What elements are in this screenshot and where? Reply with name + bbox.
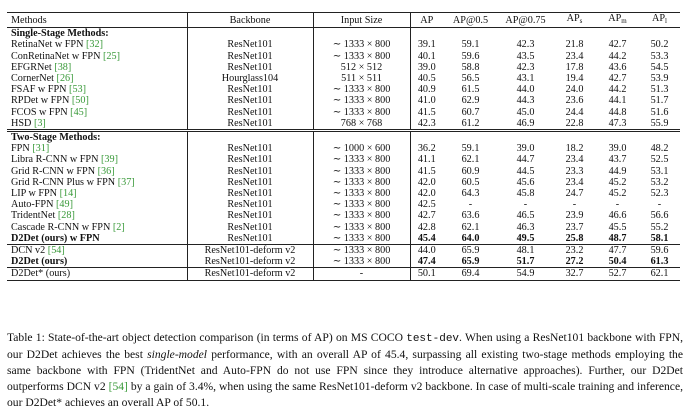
ap50-cell: 56.5 <box>461 73 480 85</box>
ap-cell: 50.1 <box>410 268 443 280</box>
ap50-cell: 62.9 <box>461 95 480 107</box>
apl-cell: 53.9 <box>650 73 669 85</box>
aps-cell: 32.7 <box>553 268 596 280</box>
backbone-cell: ResNet101-deform v2 <box>187 245 313 257</box>
apm-cell: 44.1 <box>608 95 627 107</box>
apl-cell: 55.9 <box>650 117 669 129</box>
header-ap50: AP@0.5 <box>443 13 498 28</box>
table-row <box>7 177 680 188</box>
input-size-cell: ∼ 1333 × 800 <box>313 177 410 188</box>
apl-cell: 53.2 <box>650 176 669 188</box>
apl-cell: 61.3 <box>650 256 669 268</box>
method-name: RetinaNet w FPN [32] <box>7 39 187 50</box>
method-name: FSAF w FPN [53] <box>7 84 187 95</box>
aps-cell: 23.4 <box>565 154 584 166</box>
table-row <box>7 256 680 268</box>
backbone-cell: ResNet101 <box>187 177 313 188</box>
ap-cell: 47.4 <box>417 256 436 268</box>
backbone-cell: ResNet101 <box>187 199 313 210</box>
ap-cell: 39.0 <box>417 61 436 73</box>
aps-cell: 24.0 <box>565 84 584 96</box>
ap75-cell: 43.5 <box>516 50 535 62</box>
aps-cell: 23.4 <box>565 176 584 188</box>
apm-cell: 43.7 <box>608 154 627 166</box>
input-size-cell: ∼ 1333 × 800 <box>313 51 410 62</box>
method-name: Grid R-CNN w FPN [36] <box>7 166 187 177</box>
input-size-cell: ∼ 1333 × 800 <box>313 222 410 233</box>
table-row <box>7 84 680 95</box>
apm-cell: 52.7 <box>596 268 639 280</box>
method-name: ConRetinaNet w FPN [25] <box>7 51 187 62</box>
input-size-cell: ∼ 1333 × 800 <box>313 188 410 199</box>
citation-link[interactable]: [25] <box>102 50 120 62</box>
apm-cell: 45.2 <box>608 176 627 188</box>
method-name: FPN [31] <box>7 143 187 154</box>
backbone-cell: ResNet101 <box>187 166 313 177</box>
backbone-cell: ResNet101 <box>187 107 313 118</box>
input-size-cell: ∼ 1333 × 800 <box>313 154 410 165</box>
input-size-cell: ∼ 1333 × 800 <box>313 84 410 95</box>
ap75-cell: 48.1 <box>498 245 553 257</box>
citation-link[interactable]: [26] <box>56 73 74 85</box>
apm-cell: 47.3 <box>608 117 627 129</box>
apl-cell: 59.6 <box>639 245 680 257</box>
backbone-cell: ResNet101 <box>187 62 313 73</box>
input-size-cell: ∼ 1333 × 800 <box>313 39 410 50</box>
ap75-cell: 44.0 <box>516 84 535 96</box>
ap75-cell: 46.9 <box>516 117 535 129</box>
ap75-cell: 44.7 <box>516 154 535 166</box>
table-row <box>7 154 680 165</box>
apl-cell: 55.2 <box>650 221 669 233</box>
backbone-cell: ResNet101 <box>187 222 313 233</box>
ap75-cell: 44.5 <box>516 165 535 177</box>
apl-cell: 52.3 <box>650 188 669 200</box>
method-name: CornerNet [26] <box>7 73 187 84</box>
backbone-cell: ResNet101 <box>187 39 313 50</box>
input-size-cell: - <box>313 268 410 280</box>
input-size-cell: ∼ 1333 × 800 <box>313 107 410 118</box>
apl-cell: 62.1 <box>639 268 680 280</box>
citation-link[interactable]: [3] <box>33 117 46 129</box>
citation-link[interactable]: [32] <box>86 39 103 51</box>
aps-cell: 17.8 <box>565 61 584 73</box>
table-row <box>7 268 680 280</box>
table-row <box>7 166 680 177</box>
header-ap: AP <box>410 13 443 28</box>
backbone-cell: ResNet101 <box>187 154 313 165</box>
citation-link[interactable]: [36] <box>97 165 115 177</box>
apm-cell: 44.2 <box>608 84 627 96</box>
ap75-cell: 54.9 <box>498 268 553 280</box>
table-row <box>7 62 680 73</box>
citation-link[interactable]: [45] <box>70 106 88 118</box>
method-name: RPDet w FPN [50] <box>7 95 187 106</box>
citation-link[interactable]: [53] <box>69 84 87 96</box>
aps-cell: 24.4 <box>565 106 584 118</box>
apm-cell: 43.6 <box>608 61 627 73</box>
citation-link[interactable]: [28] <box>57 210 75 222</box>
ap50-cell: 60.7 <box>461 106 480 118</box>
table-row <box>7 118 680 131</box>
ap-cell: 36.2 <box>417 143 436 155</box>
table-row <box>7 95 680 106</box>
backbone-cell: Hourglass104 <box>187 73 313 84</box>
input-size-cell: ∼ 1333 × 800 <box>313 233 410 245</box>
backbone-cell: ResNet101-deform v2 <box>187 256 313 268</box>
aps-cell: 22.8 <box>565 117 584 129</box>
ap50-cell: 61.5 <box>461 84 480 96</box>
aps-cell: 24.7 <box>565 188 584 200</box>
ap50-cell: 64.0 <box>461 232 480 244</box>
ap-cell: 40.5 <box>417 73 436 85</box>
aps-cell: 23.7 <box>565 221 584 233</box>
method-name: D2Det (ours) w FPN <box>7 233 187 245</box>
table-row <box>7 199 680 210</box>
input-size-cell: 511 × 511 <box>313 73 410 84</box>
results-table <box>7 12 680 281</box>
ap75-cell: 46.5 <box>516 210 535 222</box>
apl-cell: 58.1 <box>650 232 669 244</box>
ap50-cell: 59.6 <box>461 50 480 62</box>
header-apm: $AP_m$ <box>596 13 639 28</box>
backbone-cell: ResNet101-deform v2 <box>187 268 313 280</box>
apm-cell: - <box>615 199 620 211</box>
method-name: DCN v2 [54] <box>7 245 187 257</box>
method-name: EFGRNet [38] <box>7 62 187 73</box>
ap-cell: 42.7 <box>417 210 436 222</box>
aps-cell: 18.2 <box>565 143 584 155</box>
header-row <box>7 13 680 28</box>
apl-cell: 53.3 <box>650 50 669 62</box>
table-row <box>7 188 680 199</box>
aps-cell: 27.2 <box>565 256 584 268</box>
ap-cell: 41.5 <box>417 106 436 118</box>
method-name: LIP w FPN [14] <box>7 188 187 199</box>
backbone-cell: ResNet101 <box>187 233 313 245</box>
header-aps: $AP_s$ <box>553 13 596 28</box>
aps-cell: 25.8 <box>565 232 584 244</box>
method-name: TridentNet [28] <box>7 210 187 221</box>
ap75-cell: 42.3 <box>516 39 535 51</box>
table-row <box>7 107 680 118</box>
apm-cell: 39.0 <box>608 143 627 155</box>
ap50-cell: 59.1 <box>461 39 480 51</box>
ap50-cell: 62.1 <box>461 221 480 233</box>
apm-cell: 50.4 <box>608 256 627 268</box>
section-single-stage <box>7 28 680 40</box>
apm-cell: 44.8 <box>608 106 627 118</box>
aps-cell: 23.4 <box>565 50 584 62</box>
apl-cell: 56.6 <box>650 210 669 222</box>
apm-cell: 45.5 <box>608 221 627 233</box>
citation-link[interactable]: [49] <box>56 199 73 211</box>
method-name: D2Det (ours) <box>7 256 187 268</box>
input-size-cell: ∼ 1333 × 800 <box>313 166 410 177</box>
ap-cell: 39.1 <box>417 39 436 51</box>
ap50-cell: 60.5 <box>461 176 480 188</box>
ap-cell: 42.5 <box>417 199 436 211</box>
apm-cell: 48.7 <box>608 232 627 244</box>
method-name: FCOS w FPN [45] <box>7 107 187 118</box>
apl-cell: 51.3 <box>650 84 669 96</box>
apl-cell: 51.6 <box>650 106 669 118</box>
apm-cell: 45.2 <box>608 188 627 200</box>
apm-cell: 44.2 <box>608 50 627 62</box>
apl-cell: 48.2 <box>650 143 669 155</box>
table-row <box>7 233 680 245</box>
backbone-cell: ResNet101 <box>187 51 313 62</box>
table-row <box>7 39 680 50</box>
ap50-cell: 62.1 <box>461 154 480 166</box>
ap50-cell: 64.3 <box>461 188 480 200</box>
ap75-cell: 43.1 <box>516 73 535 85</box>
table-body <box>7 28 680 280</box>
table-row <box>7 51 680 62</box>
apl-cell: 54.5 <box>650 61 669 73</box>
apm-cell: 47.7 <box>596 245 639 257</box>
method-name: Cascade R-CNN w FPN [2] <box>7 222 187 233</box>
apl-cell: 51.7 <box>650 95 669 107</box>
header-ap75: AP@0.75 <box>498 13 553 28</box>
method-name: HSD [3] <box>7 118 187 131</box>
citation-link[interactable]: [39] <box>101 154 118 166</box>
apm-cell: 42.7 <box>608 39 627 51</box>
method-name: D2Det* (ours) <box>7 268 187 280</box>
citation-link[interactable]: [38] <box>54 61 72 73</box>
section-two-stage <box>7 131 680 144</box>
input-size-cell: ∼ 1333 × 800 <box>313 95 410 106</box>
section-label: Single-Stage Methods: <box>7 28 187 40</box>
aps-cell: 23.3 <box>565 165 584 177</box>
apl-cell: 50.2 <box>650 39 669 51</box>
ap75-cell: 45.6 <box>516 176 535 188</box>
apl-cell: 52.5 <box>650 154 669 166</box>
ap75-cell: 45.8 <box>516 188 535 200</box>
citation-link[interactable]: [37] <box>117 176 135 188</box>
citation-link[interactable]: [14] <box>59 188 77 200</box>
ap50-cell: 60.9 <box>461 165 480 177</box>
ap75-cell: 46.3 <box>516 221 535 233</box>
table-caption: Table 1: State-of-the-art object detection comparison (in terms of AP) on MS COCO test-dev. When using a ResNet101 backbone with FPN, our D2Det achieves the best single-model performance, with an overall AP of 45.4, surpassing all existing two-stage methods employing the same backbone with FPN (TridentNet and Auto-FPN do not use FPN since they introduce alternative approaches). Further, our D2Det outperforms DCN v2 [54] by a gain of 3.4%, when using the same ResNet101-deform v2 backbone. In case of multi-scale training and inference, our D2Det* achieves an overall AP of 50.1. <box>7 331 684 409</box>
input-size-cell: ∼ 1333 × 800 <box>313 210 410 221</box>
header-methods: Methods <box>7 13 187 28</box>
ap50-cell: 65.9 <box>461 256 480 268</box>
method-name: Grid R-CNN Plus w FPN [37] <box>7 177 187 188</box>
table-row <box>7 245 680 257</box>
method-name: Libra R-CNN w FPN [39] <box>7 154 187 165</box>
citation-link[interactable]: [31] <box>32 143 50 155</box>
backbone-cell: ResNet101 <box>187 118 313 131</box>
table-row <box>7 143 680 154</box>
ap50-cell: 58.8 <box>461 61 480 73</box>
ap-cell: 41.0 <box>417 95 436 107</box>
table-row <box>7 222 680 233</box>
apm-cell: 44.9 <box>608 165 627 177</box>
ap-cell: 41.5 <box>417 165 436 177</box>
ap-cell: 41.1 <box>417 154 436 166</box>
input-size-cell: 512 × 512 <box>313 62 410 73</box>
apl-cell: 53.1 <box>650 165 669 177</box>
ap50-cell: 63.6 <box>461 210 480 222</box>
ap75-cell: 44.3 <box>516 95 535 107</box>
ap50-cell: 69.4 <box>443 268 498 280</box>
ap-cell: 42.8 <box>417 221 436 233</box>
ap-cell: 42.3 <box>417 117 436 129</box>
aps-cell: - <box>572 199 577 211</box>
backbone-cell: ResNet101 <box>187 210 313 221</box>
aps-cell: 23.2 <box>553 245 596 257</box>
apm-cell: 42.7 <box>608 73 627 85</box>
ap-cell: 42.0 <box>417 188 436 200</box>
ap-cell: 45.4 <box>417 232 436 244</box>
citation-link[interactable]: [54] <box>47 245 65 257</box>
ap75-cell: 51.7 <box>516 256 535 268</box>
section-label: Two-Stage Methods: <box>7 131 187 144</box>
ap50-cell: 61.2 <box>461 117 480 129</box>
table-row <box>7 73 680 84</box>
aps-cell: 19.4 <box>565 73 584 85</box>
table-row <box>7 210 680 221</box>
backbone-cell: ResNet101 <box>187 84 313 95</box>
backbone-cell: ResNet101 <box>187 143 313 154</box>
input-size-cell: ∼ 1333 × 800 <box>313 256 410 268</box>
header-apl: $AP_l$ <box>639 13 680 28</box>
ap-cell: 40.1 <box>417 50 436 62</box>
ap75-cell: 39.0 <box>516 143 535 155</box>
aps-cell: 23.9 <box>565 210 584 222</box>
input-size-cell: ∼ 1333 × 800 <box>313 245 410 257</box>
input-size-cell: ∼ 1333 × 800 <box>313 199 410 210</box>
apm-cell: 46.6 <box>608 210 627 222</box>
ap75-cell: 42.3 <box>516 61 535 73</box>
input-size-cell: 768 × 768 <box>313 118 410 131</box>
ap-cell: 40.9 <box>417 84 436 96</box>
backbone-cell: ResNet101 <box>187 188 313 199</box>
ap50-cell: - <box>468 199 473 211</box>
ap50-cell: 65.9 <box>443 245 498 257</box>
aps-cell: 21.8 <box>565 39 584 51</box>
ap75-cell: 45.0 <box>516 106 535 118</box>
ap-cell: 42.0 <box>417 176 436 188</box>
header-input-size: Input Size <box>313 13 410 28</box>
apl-cell: - <box>657 199 662 211</box>
aps-cell: 23.6 <box>565 95 584 107</box>
ap50-cell: 59.1 <box>461 143 480 155</box>
ap75-cell: 49.5 <box>516 232 535 244</box>
citation-link[interactable]: [50] <box>71 95 89 107</box>
backbone-cell: ResNet101 <box>187 95 313 106</box>
citation-link[interactable]: [2] <box>112 221 125 233</box>
ap75-cell: - <box>523 199 528 211</box>
ap-cell: 44.0 <box>410 245 443 257</box>
input-size-cell: ∼ 1000 × 600 <box>313 143 410 154</box>
method-name: Auto-FPN [49] <box>7 199 187 210</box>
header-backbone: Backbone <box>187 13 313 28</box>
